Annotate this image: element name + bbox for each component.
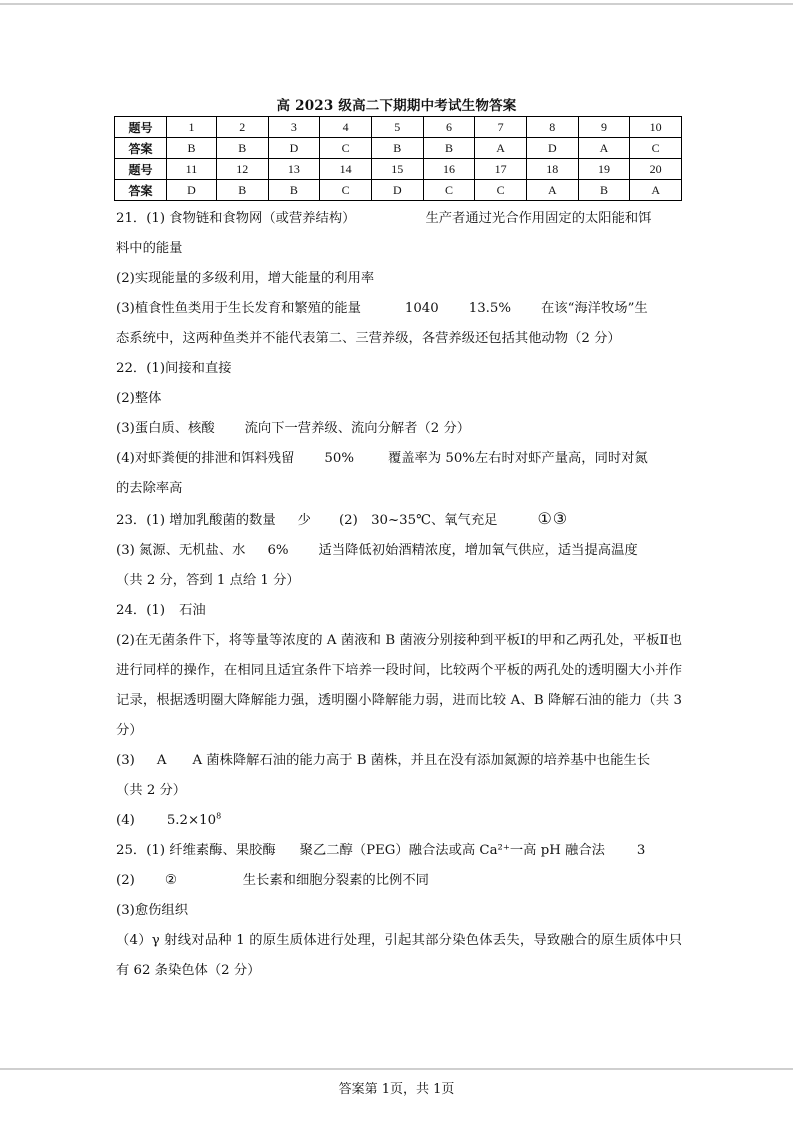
question-number: 19 [578,159,630,180]
answer-text: 3 [636,843,646,858]
answer-cell: C [630,138,682,159]
answer-text: 聚乙二醇（PEG）融合法或高 Ca²⁺一高 pH 融合法 [299,843,605,858]
answer-text: (3)蛋白质、核酸 [116,421,215,436]
answer-cell: D [268,138,320,159]
row-header: 答案 [115,138,167,159]
answer-text: (3)植食性鱼类用于生长发育和繁殖的能量 [116,301,361,316]
answer-text: A 菌株降解石油的能力高于 B 菌株，并且在没有添加氮源的培养基中也能生长 [192,753,651,768]
q24-line [116,746,682,776]
answer-cell: C [320,138,372,159]
table-row [115,138,682,159]
question-number: 8 [526,117,578,138]
answer-text: 6% [267,543,289,558]
q21-line [116,204,682,234]
q25-line: (3)愈伤组织 [116,903,189,918]
q24-line [116,806,682,836]
question-number: 6 [423,117,475,138]
answer-text: 生长素和细胞分裂素的比例不同 [242,873,429,888]
answer-cell: A [526,180,578,201]
answer-text: A [156,753,167,768]
answer-cell: A [630,180,682,201]
question-number: 7 [475,117,527,138]
q23-line [116,504,682,536]
q21-line: (2)实现能量的多级利用，增大能量的利用率 [116,271,375,286]
row-header: 题号 [115,117,167,138]
answer-text: 1040 [404,301,439,316]
footer-rule [0,1068,793,1070]
q21-line: 料中的能量 [116,241,183,256]
q21-line: 态系统中，这两种鱼类并不能代表第二、三营养级，各营养级还包括其他动物（2 分） [116,331,621,346]
answer-text: (2) [116,873,135,888]
answer-text: 石油 [179,603,206,618]
question-number: 2 [216,117,268,138]
q23-line [116,536,682,566]
q22-line: 22．(1)间接和直接 [116,361,232,376]
q22-line [116,414,682,444]
question-number: 18 [526,159,578,180]
question-number: 12 [216,159,268,180]
answer-content [116,204,682,986]
answer-cell: B [216,180,268,201]
answer-text: 50% [324,451,354,466]
answer-text: 5.2×10 [166,813,217,828]
answer-text: 24．(1) [116,603,166,618]
top-rule [0,3,793,5]
answer-text: 适当降低初始酒精浓度，增加氧气供应，适当提高温度 [318,543,638,558]
question-number: 13 [268,159,320,180]
answer-text: 流向下一营养级、流向分解者（2 分） [244,421,471,436]
question-number: 10 [630,117,682,138]
q22-line: (2)整体 [116,391,162,406]
q24-line: （共 2 分） [116,783,187,798]
question-number: 5 [371,117,423,138]
question-number: 4 [320,117,372,138]
row-header: 答案 [115,180,167,201]
question-number: 1 [167,117,217,138]
answer-cell: B [167,138,217,159]
answer-cell: C [320,180,372,201]
answer-table [114,116,682,201]
answer-text: (4)对虾粪便的排泄和饵料残留 [116,451,295,466]
q25-line [116,836,682,866]
q22-line [116,444,682,474]
answer-cell: B [423,138,475,159]
question-number: 16 [423,159,475,180]
question-number: 17 [475,159,527,180]
table-row [115,159,682,180]
answer-cell: B [216,138,268,159]
answer-cell: B [371,138,423,159]
answer-text: 23．(1) 增加乳酸菌的数量 [116,513,276,528]
page-footer: 答案第 1页，共 1页 [338,1082,455,1097]
question-number: 15 [371,159,423,180]
answer-cell: D [526,138,578,159]
question-number: 9 [578,117,630,138]
question-number: 3 [268,117,320,138]
answer-cell: A [475,138,527,159]
q25-line [116,866,682,896]
answer-cell: C [423,180,475,201]
q21-line [116,294,682,324]
answer-cell: C [475,180,527,201]
page-title: 高 2023 级高二下期期中考试生物答案 [276,98,517,114]
answer-text: (3) 氮源、无机盐、水 [116,543,246,558]
answer-text: 21．(1) 食物链和食物网（或营养结构） [116,211,356,226]
answer-text: 覆盖率为 50%左右时对虾产量高，同时对氮 [387,451,648,466]
table-row [115,180,682,201]
q24-line [116,596,682,626]
answer-text: ② [164,873,177,888]
q22-line: 的去除率高 [116,481,183,496]
answer-cell: D [167,180,217,201]
row-header: 题号 [115,159,167,180]
table-row [115,117,682,138]
q24-paragraph: (2)在无菌条件下，将等量等浓度的 A 菌液和 B 菌液分别接种到平板Ⅰ的甲和乙两孔处，平板Ⅱ也进行同样的操作，在相同且适宜条件下培养一段时间，比较两个平板的两孔处的透明圈大小并作记录，根据透明圈大降解能力强，透明圈小降解能力弱，进而比较 A、B 降解石油的能力（共 3 分） [116,633,682,738]
answer-text: 少 [297,513,311,528]
answer-text: 25．(1) 纤维素酶、果胶酶 [116,843,276,858]
answer-cell: B [578,180,630,201]
answer-text: (3) [116,753,135,768]
answer-cell: B [268,180,320,201]
question-number: 20 [630,159,682,180]
answer-text: (4) [116,813,135,828]
answer-text: 生产者通过光合作用固定的太阳能和饵 [425,211,652,226]
q25-paragraph: （4）γ 射线对品种 1 的原生质体进行处理，引起其部分染色体丢失，导致融合的原生质体中只有 62 条染色体（2 分） [116,933,682,978]
exponent: 8 [216,811,222,821]
answer-cell: D [371,180,423,201]
answer-text: ①③ [537,509,569,528]
answer-text: (2) 30~35℃、氧气充足 [338,513,498,528]
q23-line: （共 2 分，答到 1 点给 1 分） [116,573,300,588]
answer-text: 13.5% [468,301,511,316]
answer-text: 在该“海洋牧场”生 [540,301,648,316]
question-number: 11 [167,159,217,180]
question-number: 14 [320,159,372,180]
answer-cell: A [578,138,630,159]
